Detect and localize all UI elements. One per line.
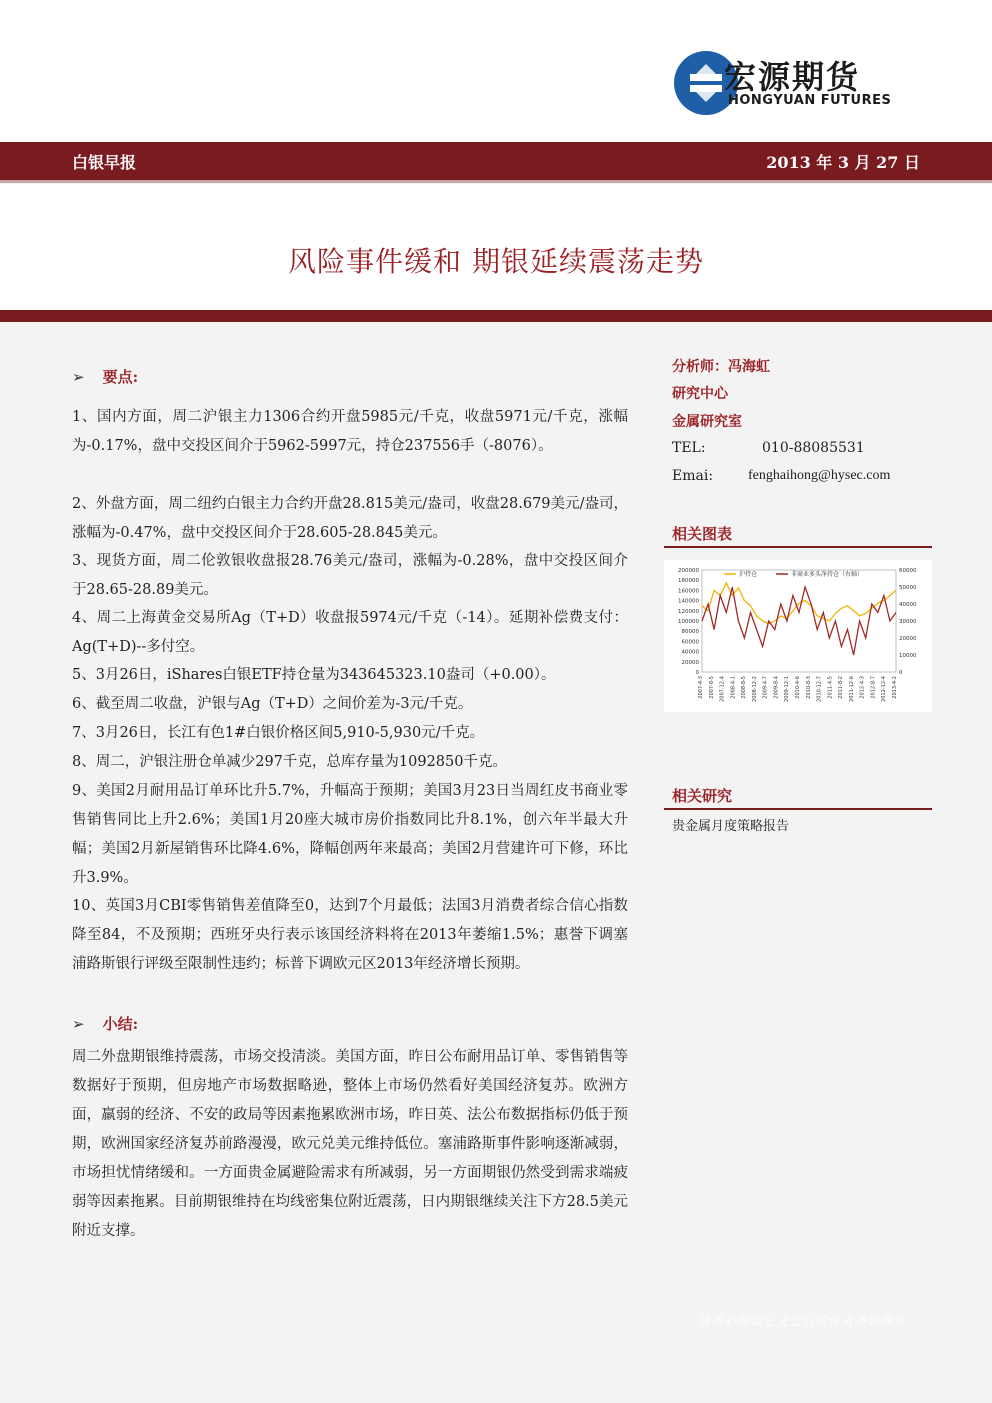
y-left-tick: 20000 (681, 659, 699, 666)
series-line (702, 583, 896, 624)
point-5: 5、3月26日，iShares白银ETF持仓量为343645323.10盎司（+0.00）。 (72, 667, 556, 683)
y-right-tick: 40000 (899, 602, 917, 608)
brand-name-en: HONGYUAN FUTURES (728, 93, 892, 108)
point-6: 6、截至周二收盘，沪银与Ag（T+D）之间价差为-3元/千克。 (72, 696, 473, 712)
x-tick: 2012-8-7 (870, 676, 877, 699)
legend-label: 沪持仓 (739, 571, 758, 578)
x-tick: 2012-12-4 (881, 676, 888, 702)
arrow-icon: ➢ (72, 1015, 85, 1033)
y-right-tick: 60000 (899, 568, 917, 574)
y-right-tick: 50000 (899, 585, 917, 591)
x-tick: 2009-8-4 (773, 676, 780, 699)
research-item[interactable]: 贵金属月度策略报告 (672, 819, 790, 834)
point-9: 9、美国2月耐用品订单环比升5.7%，升幅高于预期；美国3月23日当周红皮书商业零售销售同比上升2.6%；美国1月20座大城市房价指数同比升8.1%，创六年半最大升幅；美国2月新屋销售环比降4.6%，降幅创两年来最高；美国2月营建许可下修，环比升3.9%。 (72, 783, 628, 886)
band-divider (0, 180, 992, 183)
y-left-tick: 60000 (681, 639, 699, 646)
dept-research: 研究中心 (672, 386, 728, 402)
brand-name: 宏源期货 (724, 58, 861, 96)
arrow-icon: ➢ (72, 368, 85, 386)
chart-heading: 相关图表 (664, 520, 932, 548)
point-10: 10、英国3月CBI零售销售差值降至0，达到7个月最低；法国3月消费者综合信心指数降至84，不及预期；西班牙央行表示该国经济料将在2013年萎缩1.5%；惠誉下调塞浦路斯银行评级至限制性违约；标普下调欧元区2013年经济增长预期。 (72, 898, 628, 972)
y-right-tick: 30000 (899, 619, 917, 625)
position-chart (664, 560, 932, 712)
y-left-tick: 80000 (681, 629, 699, 636)
y-left-tick: 140000 (678, 598, 699, 605)
page-title: 风险事件缓和 期银延续震荡走势 (288, 245, 704, 278)
y-left-tick: 160000 (678, 588, 699, 595)
point-8: 8、周二，沪银注册仓单减少297千克，总库存量为1092850千克。 (72, 754, 507, 770)
point-2: 2、外盘方面，周二纽约白银主力合约开盘28.815美元/盎司，收盘28.679美元/盎司，涨幅为-0.47%，盘中交投区间介于28.605-28.845美元。 (72, 496, 628, 541)
report-type: 白银早报 (72, 153, 137, 172)
research-heading: 相关研究 (664, 782, 932, 810)
disclaimer-note: 请务必阅读正文之后的免责条款部分 (697, 1314, 906, 1328)
summary-heading: ➢ 小结: (72, 1015, 139, 1033)
title-rule (0, 310, 992, 322)
points-heading: ➢ 要点: (72, 368, 139, 386)
x-tick: 2011-12-6 (848, 676, 855, 702)
y-left-tick: 120000 (678, 608, 699, 615)
x-tick: 2010-4-6 (795, 676, 801, 699)
x-tick: 2008-8-5 (741, 676, 748, 699)
email-label: Emai: (672, 468, 714, 484)
y-left-tick: 200000 (678, 568, 699, 574)
plot-frame (702, 570, 896, 672)
dept-metal: 金属研究室 (672, 414, 742, 430)
x-tick: 2008-4-1 (730, 676, 737, 699)
report-date: 2013 年 3 月 27 日 (766, 153, 920, 172)
y-left-tick: 0 (695, 670, 699, 676)
y-right-tick: 0 (899, 670, 903, 676)
point-7: 7、3月26日，长江有色1#白银价格区间5,910-5,930元/千克。 (72, 725, 485, 741)
point-1: 1、国内方面，周二沪银主力1306合约开盘5985元/千克，收盘5971元/千克，涨幅为-0.17%，盘中交投区间介于5962-5997元，持仓237556手（-8076）。 (72, 409, 628, 454)
summary-text: 周二外盘期银维持震荡，市场交投清淡。美国方面，昨日公布耐用品订单、零售销售等数据好于预期，但房地产市场数据略逊，整体上市场仍然看好美国经济复苏。欧洲方面，羸弱的经济、不安的政局等因素拖累欧洲市场，昨日英、法公布数据指标仍低于预期，欧洲国家经济复苏前路漫漫，欧元兑美元维持低位。塞浦路斯事件影响逐渐减弱，市场担忧情绪缓和。一方面贵金属避险需求有所减弱，另一方面期银仍然受到需求端疲弱等因素拖累。目前期银维持在均线密集位附近震荡，日内期银继续关注下方28.5美元附近支撑。 (72, 1049, 628, 1239)
legend-label: 非商业多头净持仓（右轴） (791, 571, 864, 578)
x-tick: 2007-12-4 (719, 676, 726, 702)
x-tick: 2011-8-2 (838, 676, 845, 699)
y-right-tick: 20000 (899, 636, 917, 642)
x-tick: 2012-4-3 (859, 676, 866, 699)
x-tick: 2009-12-1 (784, 676, 791, 702)
point-4: 4、周二上海黄金交易所Ag（T+D）收盘报5974元/千克（-14）。延期补偿费支付：Ag(T+D)--多付空。 (72, 610, 628, 655)
y-left-tick: 100000 (678, 619, 699, 625)
x-tick: 2009-4-7 (762, 676, 769, 699)
x-tick: 2010-8-3 (805, 676, 812, 699)
x-tick: 2007-4-3 (698, 676, 704, 699)
series-line (702, 587, 896, 655)
tel-label: TEL: (672, 440, 706, 456)
email-value[interactable]: fenghaihong@hysec.com (748, 468, 891, 483)
x-tick: 2010-12-7 (816, 676, 823, 702)
x-tick: 2007-8-5 (708, 676, 715, 699)
x-tick: 2011-4-5 (827, 676, 834, 699)
x-tick: 2013-4-2 (892, 676, 898, 699)
tel-value: 010-88085531 (762, 440, 865, 456)
point-3: 3、现货方面，周二伦敦银收盘报28.76美元/盎司，涨幅为-0.28%，盘中交投区间介于28.65-28.89美元。 (72, 553, 628, 598)
y-left-tick: 40000 (681, 649, 699, 656)
y-left-tick: 180000 (678, 578, 699, 585)
x-tick: 2008-12-2 (751, 676, 758, 702)
analyst: 分析师：冯海虹 (672, 359, 770, 375)
y-right-tick: 10000 (899, 653, 917, 659)
